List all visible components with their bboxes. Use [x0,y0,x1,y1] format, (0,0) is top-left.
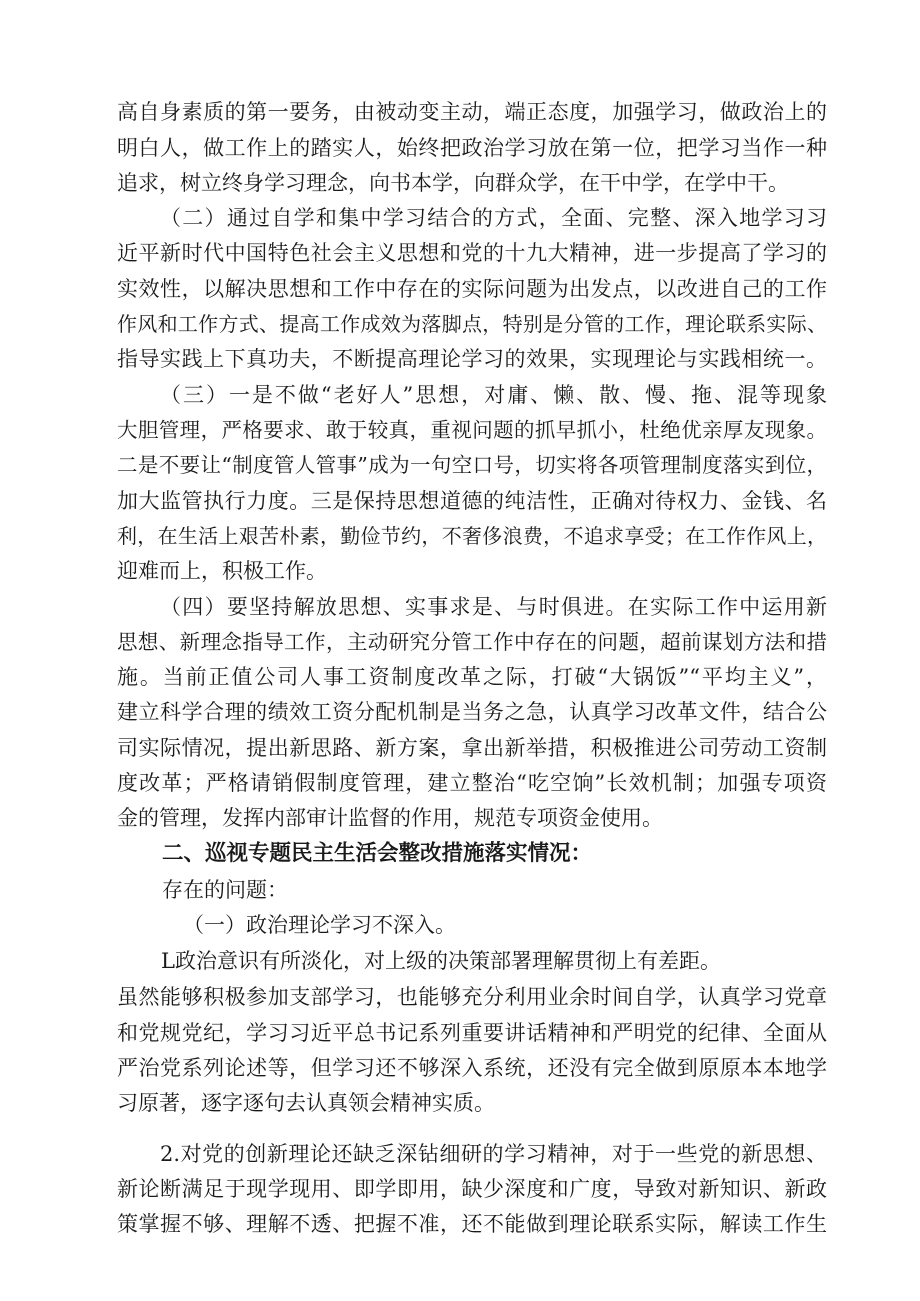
text-line: （三）一是不做“老好人”思想，对庸、懒、散、慢、拖、混等现象 [160,383,827,407]
text-line: （四）要坚持解放思想、实事求是、与时俱进。在实际工作中运用新 [160,595,827,619]
text-line: 金的管理，发挥内部审计监督的作用，规范专项资金使用。 [117,806,663,830]
text-line: 作风和工作方式、提高工作成效为落脚点，特别是分管的工作，理论联系实际、 [117,312,827,336]
text-line: （二）通过自学和集中学习结合的方式，全面、完整、深入地学习习 [160,206,827,230]
text-line: 建立科学合理的绩效工资分配机制是当务之急，认真学习改革文件，结合公 [117,700,827,724]
text-line: 近平新时代中国特色社会主义思想和党的十九大精神，进一步提高了学习的 [117,241,827,265]
text-line: 迎难而上，积极工作。 [117,559,327,583]
text-line: 二是不要让“制度管人管事”成为一句空口号，切实将各项管理制度落实到位， [117,453,827,477]
text-line: 新论断满足于现学现用、即学即用，缺少深度和广度，导致对新知识、新政 [117,1177,827,1201]
text-line: 度改革；严格请销假制度管理，建立整治“吃空饷”长效机制；加强专项资 [117,771,827,795]
text-line: 加大监管执行力度。三是保持思想道德的纯洁性，正确对待权力、金钱、名 [117,489,827,513]
text-line: 实效性，以解决思想和工作中存在的实际问题为出发点，以改进自己的工作 [117,277,827,301]
text-line: 存在的问题： [162,878,288,902]
text-line: 习原著，逐字逐句去认真领会精神实质。 [117,1091,495,1115]
text-line: 司实际情况，提出新思路、新方案，拿出新举措，积极推进公司劳动工资制 [117,736,827,760]
text-line: 大胆管理，严格要求、敢于较真，重视问题的抓早抓小，杜绝优亲厚友现象。 [117,418,827,442]
text-line: 利，在生活上艰苦朴素，勤俭节约，不奢侈浪费，不追求享受；在工作作风上， [117,524,827,548]
text-line: L政治意识有所淡化，对上级的决策部署理解贯彻上有差距。 [161,949,721,973]
text-line: 施。当前正值公司人事工资制度改革之际，打破“大锅饭”“平均主义”， [117,665,827,689]
text-line: 策掌握不够、理解不透、把握不准，还不能做到理论联系实际，解读工作生 [117,1212,827,1236]
text-line: 高自身素质的第一要务，由被动变主动，端正态度，加强学习，做政治上的 [117,100,827,124]
text-line: 指导实践上下真功夫，不断提高理论学习的效果，实现理论与实践相统一。 [117,347,827,371]
text-line: 严治党系列论述等，但学习还不够深入系统，还没有完全做到原原本本地学 [117,1056,827,1080]
text-line: 2.对党的创新理论还缺乏深钻细研的学习精神，对于一些党的新思想、 [160,1142,827,1166]
section-heading: 二、巡视专题民主生活会整改措施落实情况： [162,841,593,866]
text-line: 追求，树立终身学习理念，向书本学，向群众学，在干中学，在学中干。 [117,171,789,195]
text-line: 虽然能够积极参加支部学习，也能够充分利用业余时间自学，认真学习党章 [117,985,827,1009]
text-line: 思想、新理念指导工作，主动研究分管工作中存在的问题，超前谋划方法和措 [117,630,827,654]
text-line: 和党规党纪，学习习近平总书记系列重要讲话精神和严明党的纪律、全面从 [117,1021,827,1045]
text-line: （一）政治理论学习不深入。 [183,913,456,937]
text-line: 明白人，做工作上的踏实人，始终把政治学习放在第一位，把学习当作一种 [117,136,827,160]
